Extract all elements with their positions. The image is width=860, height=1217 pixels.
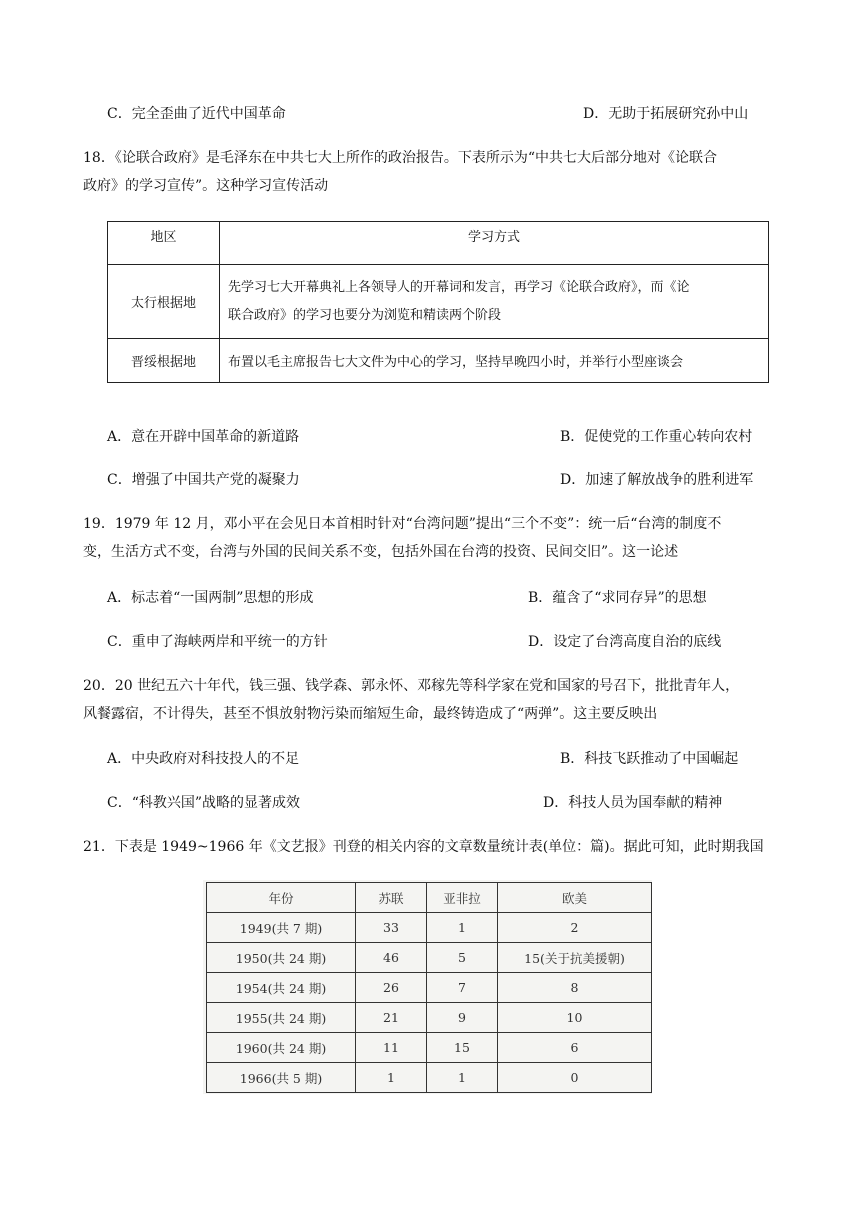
q20-stem (83, 676, 739, 724)
table-cell: 10 (498, 1003, 652, 1033)
q21-header-europe-america: 欧美 (498, 883, 652, 913)
q20-option-a: A．中央政府对科技投人的不足 (107, 751, 300, 767)
table-cell: 1966(共 5 期) (207, 1063, 356, 1093)
table-cell: 15(关于抗美援朝) (498, 943, 652, 973)
table-cell: 1 (356, 1063, 427, 1093)
table-cell: 1 (427, 913, 498, 943)
table-row (207, 943, 652, 973)
q19-stem-line-2: 变，生活方式不变，台湾与外国的民间关系不变，包括外国在台湾的投资、民间交旧”。这一论述 (83, 544, 679, 560)
q17-option-d: D．无助于拓展研究孙中山 (583, 106, 749, 122)
table-row (207, 973, 652, 1003)
q17-option-c: C．完全歪曲了近代中国革命 (107, 106, 286, 122)
table-cell: 0 (498, 1063, 652, 1093)
q21-header-year: 年份 (207, 883, 356, 913)
q20-option-c: C．“科教兴国”战略的显著成效 (107, 795, 301, 811)
q18-table-header-row (108, 222, 769, 265)
table-cell: 46 (356, 943, 427, 973)
table-cell: 6 (498, 1033, 652, 1063)
q18-row1-method-line-1: 先学习七大开幕典礼上各领导人的开幕词和发言，再学习《论联合政府》，而《论 (228, 279, 690, 295)
table-cell: 1 (427, 1063, 498, 1093)
table-cell: 7 (427, 973, 498, 1003)
q20-option-d: D．科技人员为国奉献的精神 (543, 795, 723, 811)
q18-row1-region: 太行根据地 (108, 265, 220, 339)
table-row (207, 1033, 652, 1063)
q21-stem: 21．下表是 1949~1966 年《文艺报》刊登的相关内容的文章数量统计表(单位：篇)。据此可知，此时期我国 (83, 839, 764, 855)
q21-table-header-row (207, 883, 652, 913)
q18-stem-line-2: 政府》的学习宣传”。这种学习宣传活动 (83, 178, 329, 194)
q20-stem-line-2: 风餐露宿，不计得失，甚至不惧放射物污染而缩短生命，最终铸造成了“两弹”。这主要反映出 (83, 706, 658, 722)
q19-option-d: D．设定了台湾高度自治的底线 (528, 634, 722, 650)
table-cell: 21 (356, 1003, 427, 1033)
table-row (207, 1063, 652, 1093)
q18-option-b: B．促使党的工作重心转向农村 (560, 429, 753, 445)
table-row (108, 339, 769, 383)
table-cell: 9 (427, 1003, 498, 1033)
q20-stem-line-1: 20．20 世纪五六十年代，钱三强、钱学森、郭永怀、邓稼先等科学家在党和国家的号召下，批批青年人， (83, 678, 740, 694)
table-cell: 1955(共 24 期) (207, 1003, 356, 1033)
q18-option-a: A．意在开辟中国革命的新道路 (107, 429, 300, 445)
q18-header-region: 地区 (108, 222, 220, 265)
q18-table (107, 221, 769, 383)
table-cell: 2 (498, 913, 652, 943)
q18-option-c: C．增强了中国共产党的凝聚力 (107, 472, 300, 488)
q18-row1-method (220, 265, 769, 339)
q18-row2-method: 布置以毛主席报告七大文件为中心的学习，坚持早晚四小时，并举行小型座谈会 (220, 339, 769, 383)
q18-option-d: D．加速了解放战争的胜利进军 (560, 472, 754, 488)
table-row (108, 265, 769, 339)
q18-row1-method-line-2: 联合政府》的学习也要分为浏览和精读两个阶段 (228, 307, 502, 323)
q21-table (206, 882, 652, 1093)
table-cell: 33 (356, 913, 427, 943)
table-cell: 1949(共 7 期) (207, 913, 356, 943)
q19-stem (83, 514, 721, 562)
table-cell: 8 (498, 973, 652, 1003)
q19-option-a: A．标志着“一国两制”思想的形成 (107, 590, 314, 606)
table-row (207, 913, 652, 943)
table-cell: 1950(共 24 期) (207, 943, 356, 973)
q20-option-b: B．科技飞跃推动了中国崛起 (560, 751, 739, 767)
q18-stem-line-1: 18．《论联合政府》是毛泽东在中共七大上所作的政治报告。下表所示为“中共七大后部分地对《论联合 (83, 150, 717, 166)
q18-row2-region: 晋绥根据地 (108, 339, 220, 383)
table-cell: 1960(共 24 期) (207, 1033, 356, 1063)
table-row (207, 1003, 652, 1033)
table-cell: 26 (356, 973, 427, 1003)
q19-stem-line-1: 19．1979 年 12 月，邓小平在会见日本首相时针对“台湾问题”提出“三个不变”：统一后“台湾的制度不 (83, 516, 722, 532)
q21-header-soviet: 苏联 (356, 883, 427, 913)
q18-stem (83, 148, 717, 196)
table-cell: 5 (427, 943, 498, 973)
table-cell: 15 (427, 1033, 498, 1063)
q21-header-asia-africa-latam: 亚非拉 (427, 883, 498, 913)
table-cell: 1954(共 24 期) (207, 973, 356, 1003)
table-cell: 11 (356, 1033, 427, 1063)
q19-option-c: C．重申了海峡两岸和平统一的方针 (107, 634, 328, 650)
q18-header-method: 学习方式 (220, 222, 769, 265)
q19-option-b: B．蕴含了“求同存异”的思想 (528, 590, 707, 606)
